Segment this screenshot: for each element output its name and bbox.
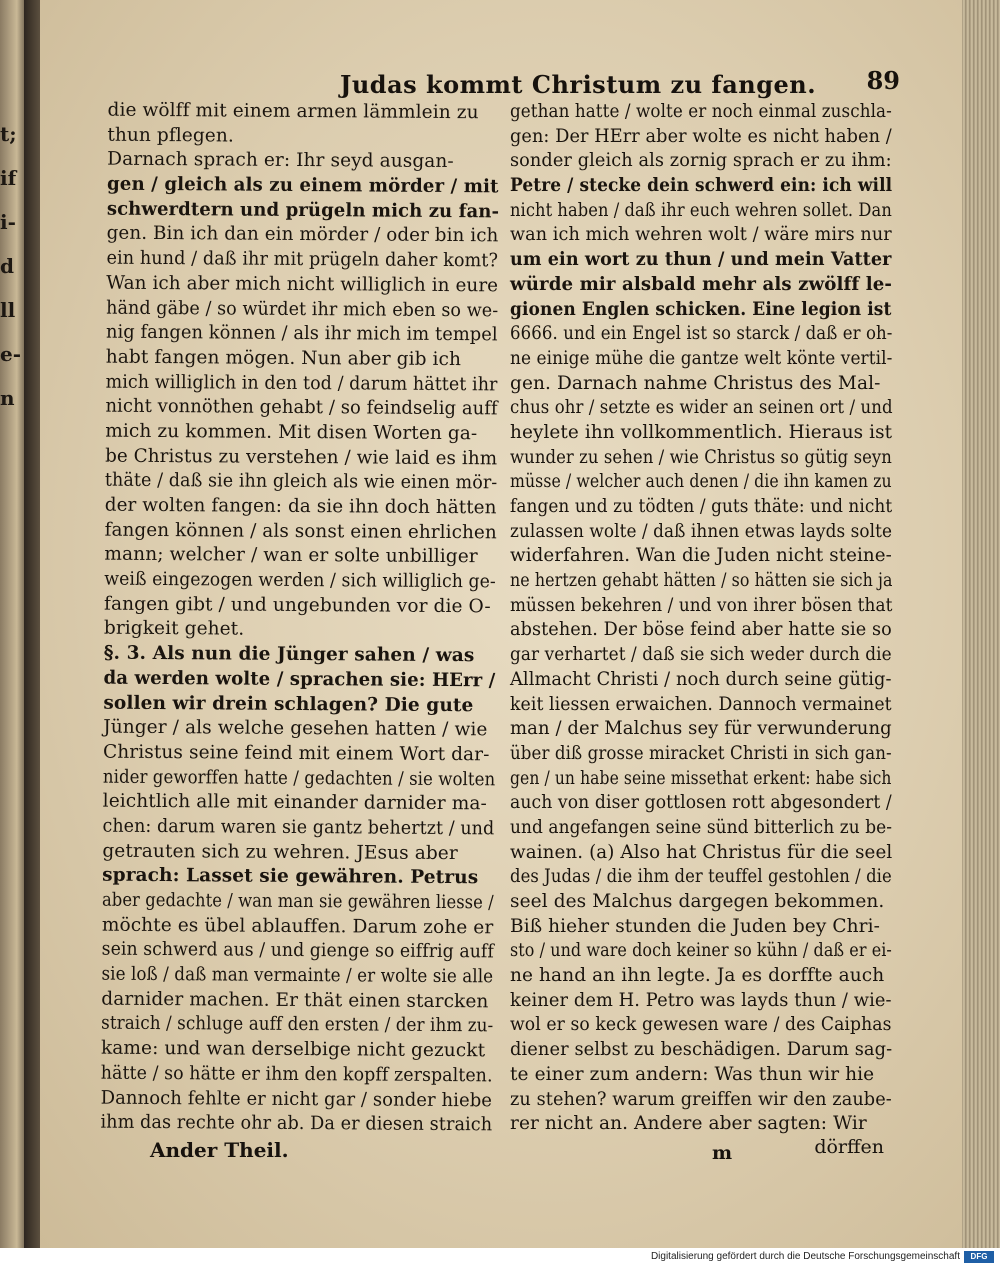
text-line: gen / un habe seine missethat erkent: habe sich	[510, 767, 892, 789]
text-line: thun pflegen.	[107, 124, 234, 147]
text-line: brigkeit gehet.	[103, 618, 245, 641]
text-line: rer nicht an. Andere aber sagten: Wir	[510, 1113, 867, 1135]
text-line: sonder gleich als zornig sprach er zu ihm:	[510, 150, 892, 172]
text-line: mann; welcher / wan er solte unbilliger	[104, 544, 478, 568]
text-line: abstehen. Der böse feind aber hatte sie so	[510, 619, 892, 641]
text-line: mich zu kommen. Mit disen Worten ga-	[105, 420, 478, 445]
text-line: sie loß / daß man vermainte / er wolte sie alle	[101, 963, 494, 988]
text-line: ne hertzen gehabt hätten / so hätten sie sich ja	[510, 570, 893, 592]
text-line: darnider machen. Er thät einen starcken	[101, 988, 489, 1013]
text-line: die wölff mit einem armen lämmlein zu	[107, 99, 479, 124]
text-line: fangen und zu tödten / guts thäte: und nicht	[510, 496, 893, 517]
text-line: 6666. und ein Engel ist so starck / daß er oh-	[510, 323, 893, 345]
running-head: Judas kommt Christum zu fangen.	[340, 70, 817, 99]
text-line: thäte / daß sie ihn gleich als wie einen mör-	[104, 469, 498, 494]
margin-fragment: n	[0, 386, 15, 410]
text-line: widerfahren. Wan die Juden nicht steine-	[510, 545, 892, 567]
credit-text: Digitalisierung gefördert durch die Deutsche Forschungsgemeinschaft	[650, 1251, 960, 1262]
text-line: keit liessen erwaichen. Dannoch vermainet	[510, 693, 892, 715]
margin-fragment: d	[0, 254, 14, 278]
page-header	[340, 66, 900, 104]
catchword: dörffen	[814, 1136, 884, 1158]
text-line: ein hund / daß ihr mit prügeln daher komt?	[106, 247, 499, 272]
text-line: be Christus zu verstehen / wie laid es ihm	[105, 445, 498, 469]
text-line: mich williglich in den tod / darum hättet ihr	[105, 371, 498, 395]
facing-page-margin-fragments	[0, 112, 22, 420]
text-line: getrauten sich zu wehren. JEsus aber	[102, 840, 458, 864]
text-line: wainen. (a) Also hat Christus für die seel	[510, 841, 893, 863]
page-number: 89	[866, 66, 900, 95]
text-line: keiner dem H. Petro was layds thun / wie-	[510, 989, 892, 1011]
text-line: man / der Malchus sey für verwunderung	[510, 718, 892, 740]
text-line: Darnach sprach er: Ihr seyd ausgan-	[107, 149, 454, 173]
text-line: müsse / welcher auch denen / die ihn kamen zu	[510, 471, 892, 493]
text-line: Christus seine feind mit einem Wort dar-	[102, 741, 490, 766]
text-line: nicht vonnöthen gehabt / so feindselig auff	[105, 395, 498, 420]
text-line: gen. Bin ich dan ein mörder / oder bin ich	[106, 223, 499, 247]
text-line: gen. Darnach nahme Christus des Mal-	[510, 372, 881, 394]
page-stack-edge	[962, 0, 1000, 1248]
right-text-column	[510, 100, 892, 1137]
text-line: seel des Malchus dargegen bekommen.	[510, 891, 885, 912]
margin-fragment: e-	[0, 342, 22, 366]
text-line: über diß grosse miracket Christi in sich gan-	[510, 742, 892, 764]
text-line: sein schwerd aus / und gienge so eiffrig auff	[101, 938, 494, 963]
text-line: Petre / stecke dein schwerd ein: ich will	[510, 175, 893, 197]
text-line: gionen Englen schicken. Eine legion ist	[510, 298, 892, 320]
text-line: des Judas / die ihm der teuffel gestohlen / die	[510, 866, 892, 888]
credit-bar	[0, 1248, 1000, 1266]
text-line: diener selbst zu beschädigen. Darum sag-	[510, 1039, 893, 1061]
text-line: nig fangen können / als ihr mich im tempel	[105, 321, 498, 346]
text-line: sollen wir drein schlagen? Die gute	[103, 692, 474, 716]
text-line: nider geworffen hatte / gedachten / sie wolten	[102, 766, 496, 790]
text-line: habt fangen mögen. Nun aber gib ich	[105, 346, 462, 370]
text-line: aber gedachte / wan man sie gewähren liesse /	[101, 889, 494, 914]
text-line: ne hand an ihn legte. Ja es dorffte auch	[510, 965, 885, 987]
text-line: te einer zum andern: Was thun wir hie	[510, 1063, 875, 1085]
text-line: um ein wort zu thun / und mein Vatter	[510, 249, 892, 271]
text-line: wol er so keck gewesen ware / des Caiphas	[510, 1014, 892, 1036]
text-line: chus ohr / setzte es wider an seinen ort / und	[510, 397, 893, 419]
text-line: gar verhartet / daß sie sich weder durch die	[510, 644, 892, 666]
text-line: hätte / so hätte er ihm den kopff zerspalten.	[100, 1062, 493, 1087]
text-line: straich / schluge auff den ersten / der ihm zu-	[101, 1013, 494, 1037]
text-line: da werden wolte / sprachen sie: HErr /	[103, 667, 496, 692]
text-line: ne einige mühe die gantze welt könte vertil-	[510, 347, 893, 369]
text-line: wan ich mich wehren wolt / wäre mirs nur	[510, 224, 892, 246]
margin-fragment: ll	[0, 298, 16, 322]
text-line: gen / gleich als zu einem mörder / mit	[106, 173, 499, 198]
text-line: sto / und ware doch keiner so kühn / daß er ei-	[510, 940, 892, 962]
text-line: fangen können / als sonst einen ehrlichen	[104, 519, 497, 544]
margin-fragment: t;	[0, 122, 17, 146]
text-line: Wan ich aber mich nicht williglich in eure	[106, 272, 499, 297]
text-line: wunder zu sehen / wie Christus so gütig seyn	[510, 446, 892, 468]
text-line: gethan hatte / wolte er noch einmal zuschla-	[510, 101, 892, 122]
text-line: leichtlich alle mit einander darnider ma-	[102, 790, 487, 815]
text-line: und angefangen seine sünd bitterlich zu be-	[510, 816, 893, 838]
text-line: heylete ihn vollkommentlich. Hieraus ist	[510, 421, 893, 443]
text-line: gen: Der HErr aber wolte es nicht haben /	[510, 125, 892, 147]
text-line: Jünger / als welche gesehen hatten / wie	[103, 716, 488, 741]
quire-mark: m	[712, 1142, 733, 1164]
text-line: ihm das rechte ohr ab. Da er diesen straich	[100, 1111, 493, 1136]
text-line: Biß hieher stunden die Juden bey Chri-	[510, 915, 880, 937]
text-line: zu stehen? warum greiffen wir den zaube-	[510, 1088, 892, 1110]
text-line: müssen bekehren / und von ihrer bösen that	[510, 594, 893, 616]
text-line: kame: und wan derselbige nicht gezuckt	[100, 1037, 486, 1062]
text-line: auch von diser gottlosen rott abgesondert /	[510, 792, 892, 814]
margin-fragment: if	[0, 166, 17, 190]
left-text-column	[100, 99, 499, 1139]
text-line: schwerdtern und prügeln mich zu fan-	[106, 198, 500, 223]
text-line: Dannoch fehlte er nicht gar / sonder hiebe	[100, 1087, 493, 1111]
text-line: würde mir alsbald mehr als zwölff le-	[510, 273, 893, 295]
text-line: chen: darum waren sie gantz behertzt / und	[102, 815, 495, 840]
text-line: fangen gibt / und ungebunden vor die O-	[104, 593, 491, 618]
text-line: zulassen wolte / daß ihnen etwas layds solte	[510, 520, 893, 542]
dfg-logo: DFG	[964, 1251, 994, 1263]
text-line: sprach: Lasset sie gewähren. Petrus	[102, 864, 479, 889]
text-line: möchte es übel ablauffen. Darum zohe er	[101, 914, 494, 939]
text-line: händ gäbe / so würdet ihr mich eben so we-	[106, 297, 499, 321]
text-line: Allmacht Christi / noch durch seine gütig-	[510, 668, 892, 690]
section-signature: Ander Theil.	[150, 1138, 289, 1162]
text-line: weiß eingezogen werden / sich williglich ge-	[104, 568, 496, 593]
text-line: §. 3. Als nun die Jünger sahen / was	[103, 642, 475, 667]
margin-fragment: i-	[0, 210, 16, 234]
page-footer	[140, 1138, 890, 1168]
text-line: der wolten fangen: da sie ihn doch hätten	[104, 494, 497, 519]
text-line: nicht haben / daß ihr euch wehren sollet. Dan	[510, 199, 892, 221]
